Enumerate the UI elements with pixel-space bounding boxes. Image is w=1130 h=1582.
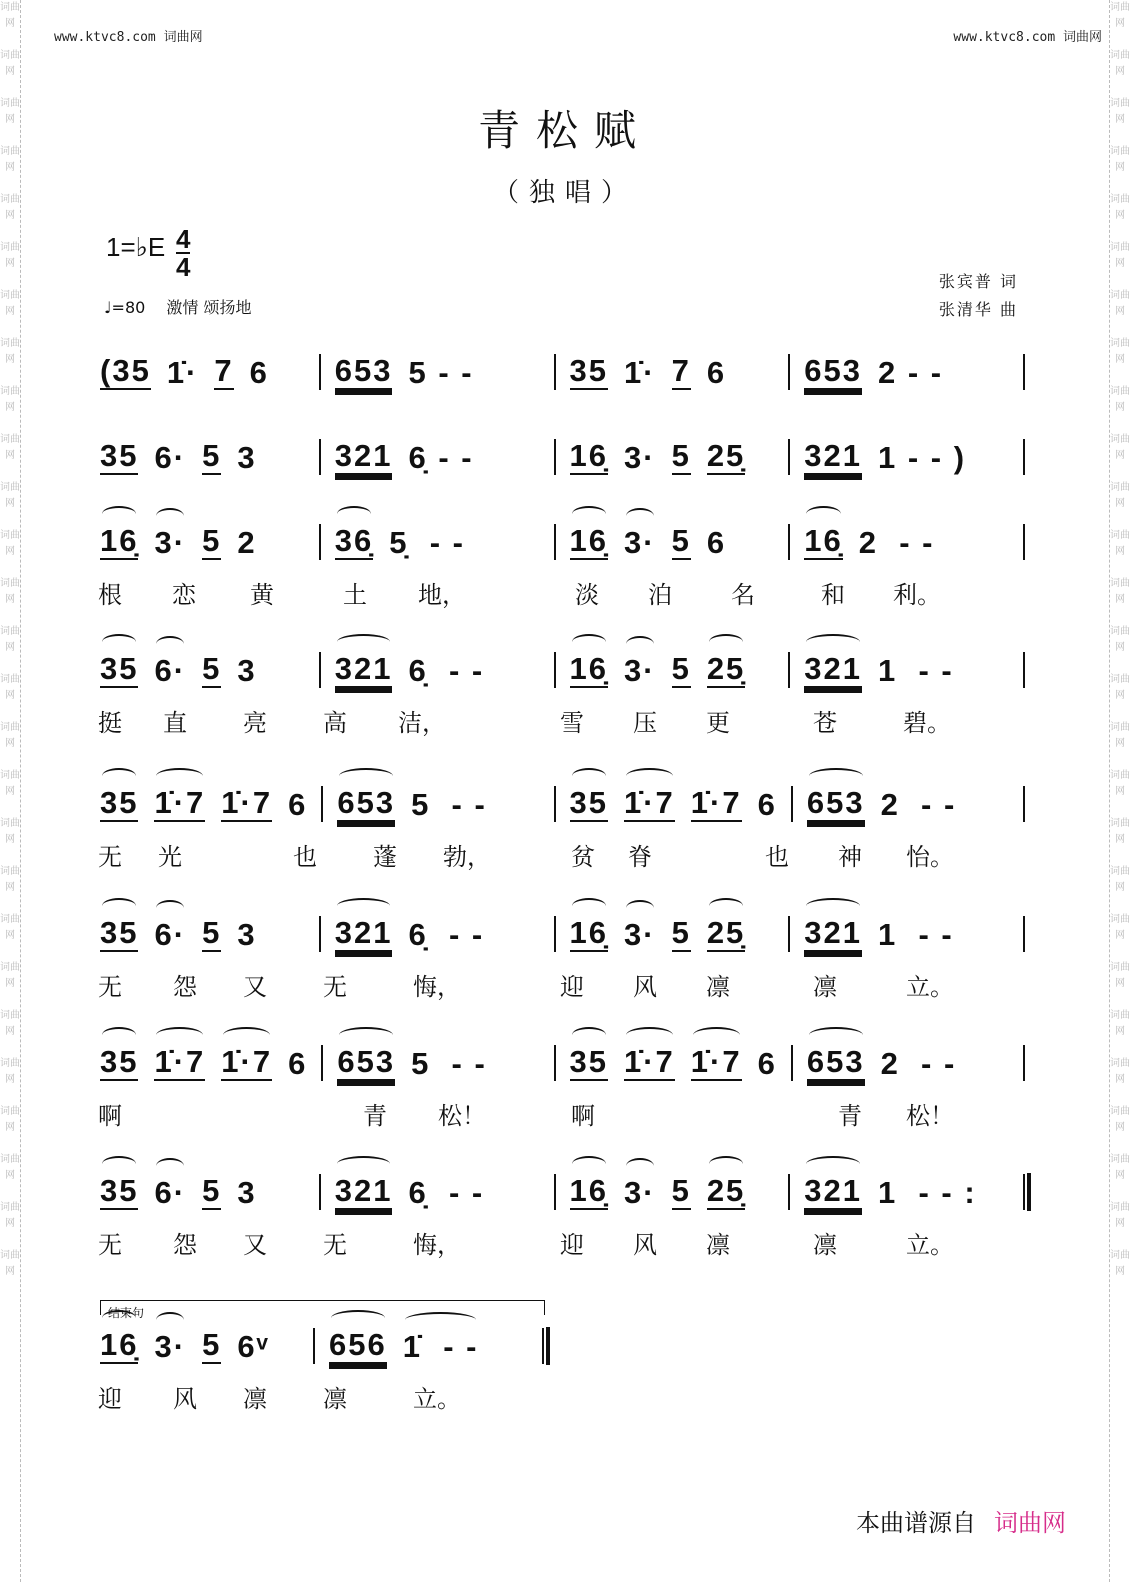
repeat-barline (1023, 1174, 1025, 1210)
note-group: 321 (804, 915, 862, 950)
lyric-syllable: 无 (323, 1231, 347, 1259)
note-group: 6 (249, 355, 269, 390)
measure (321, 916, 554, 952)
staff-row (100, 1170, 1025, 1210)
note-group: 3· (623, 525, 656, 560)
note-group: 321 (334, 915, 393, 950)
note-group: 2 - - (877, 355, 944, 390)
note-group: 5 (202, 651, 222, 686)
note-group: 321 (804, 651, 862, 686)
note-group: 1̇·7 (623, 1044, 675, 1079)
measure (556, 439, 789, 475)
lyric-syllable: 悔， (413, 1231, 461, 1259)
note-group: 35 (100, 785, 139, 820)
lyric-syllable: 迎 (560, 1231, 584, 1259)
note-group: 35 (569, 1044, 608, 1079)
ending-bracket (100, 1300, 545, 1315)
note-group: 1 - - ) (877, 440, 967, 475)
staff-row (100, 912, 1025, 952)
note-group: 653 (806, 1044, 865, 1079)
lyric-syllable: 也 (765, 843, 789, 871)
lyric-syllable: 无 (98, 1231, 122, 1259)
note-group: 321 (804, 438, 862, 473)
measure (790, 524, 1023, 560)
note-group: 25̣ (706, 915, 746, 950)
note-group: 6 (288, 1046, 308, 1081)
lyric-syllable: 无 (98, 843, 122, 871)
lyric-syllable: 凛 (323, 1385, 347, 1413)
measure (323, 786, 553, 822)
note-group: 3 (237, 440, 257, 475)
note-group: 7 (214, 353, 234, 388)
note-group: 35 (100, 1044, 139, 1079)
watermark-left: 词曲网 词曲网 词曲网 词曲网 词曲网 词曲网 词曲网 词曲网 词曲网 词曲网 词曲网 词曲网 词曲网 词曲网 词曲网 词曲网 词曲网 词曲网 词曲网 词曲网 词曲网 词曲网 词曲网 词曲网 词曲网 词曲网 词曲网 (0, 0, 21, 1582)
lyric-syllable: 迎 (98, 1385, 122, 1413)
lyric-syllable: 啊 (98, 1102, 122, 1130)
note-group: 5 (202, 1327, 222, 1362)
note-group: 3 (237, 653, 257, 688)
note-group: 35 (569, 785, 608, 820)
lyric-syllable: 凛 (813, 1231, 837, 1259)
measure (556, 354, 789, 390)
lyric-syllable: 淡 (575, 581, 599, 609)
lyric-syllable: 恋 (172, 581, 196, 609)
lyric-syllable: 苍 (813, 709, 837, 737)
note-group: 321 (334, 1173, 393, 1208)
lyric-syllable: 脊 (628, 843, 652, 871)
lyric-syllable: 青 (838, 1102, 862, 1130)
watermark-right: 词曲网 词曲网 词曲网 词曲网 词曲网 词曲网 词曲网 词曲网 词曲网 词曲网 词曲网 词曲网 词曲网 词曲网 词曲网 词曲网 词曲网 词曲网 词曲网 词曲网 词曲网 词曲网 词曲网 词曲网 词曲网 词曲网 词曲网 (1109, 0, 1130, 1582)
note-group: 3· (154, 1329, 187, 1364)
lyric-syllable: 神 (838, 843, 862, 871)
measure (100, 354, 319, 390)
note-group: 1̇·7 (221, 785, 273, 820)
note-group: 16̣ (804, 523, 843, 558)
note-group: 16̣ (569, 915, 608, 950)
note-group: 653 (334, 353, 393, 388)
key-signature: 1=♭E (106, 232, 166, 262)
note-group: 3 (237, 917, 257, 952)
note-group: 5̣ - - (389, 525, 465, 560)
lyric-syllable: 也 (293, 843, 317, 871)
note-group: 1 - - (877, 917, 954, 952)
staff-row (100, 1324, 550, 1364)
note-group: 2 (237, 525, 257, 560)
note-group: 5 (671, 523, 691, 558)
note-group: 6 (288, 787, 308, 822)
note-group: 3· (623, 653, 656, 688)
lyric-syllable: 高 (323, 709, 347, 737)
note-group: 1 - - (877, 653, 954, 688)
measure (556, 524, 789, 560)
measure (321, 439, 554, 475)
lyric-syllable: 风 (633, 973, 657, 1001)
measure (100, 916, 319, 952)
lyric-syllable: 风 (633, 1231, 657, 1259)
measure (100, 1328, 313, 1364)
measure (556, 1174, 789, 1210)
tempo-marking: ♩=80 激情 颂扬地 (104, 298, 252, 317)
note-group: 653 (337, 1044, 396, 1079)
credits (939, 268, 1018, 324)
note-group: 6̣ - - (408, 917, 485, 952)
time-signature (176, 226, 190, 280)
measure (790, 439, 1023, 475)
barline (1023, 916, 1025, 952)
note-group: 6ᵛ (237, 1329, 270, 1364)
song-title: 青松赋 (477, 106, 652, 155)
note-group: 5 (202, 915, 222, 950)
note-group: 6· (154, 440, 187, 475)
site-watermark-right[interactable]: www.ktvc8.com 词曲网 (953, 30, 1102, 45)
note-group: 6 (706, 355, 727, 390)
note-group: 3· (154, 525, 187, 560)
measure (790, 1174, 1023, 1210)
measure (100, 439, 319, 475)
measure (315, 1328, 542, 1364)
note-group: 16̣ (569, 651, 608, 686)
lyric-syllable: 怨 (173, 1231, 197, 1259)
note-group: 6· (154, 1175, 187, 1210)
source-prefix: 本曲谱源自 (856, 1509, 976, 1537)
measure (100, 1174, 319, 1210)
time-sig-bottom: 4 (176, 252, 191, 282)
barline (1023, 524, 1025, 560)
measure (556, 652, 789, 688)
note-group: 16̣ (569, 438, 608, 473)
note-group: 2 - - (880, 787, 957, 822)
note-group: 2 - - (880, 1046, 957, 1081)
note-group: 653 (804, 353, 862, 388)
measure (100, 652, 319, 688)
lyricist: 张宾普 词 (938, 272, 1018, 291)
lyric-syllable: 又 (243, 1231, 267, 1259)
note-group: 3 (237, 1175, 257, 1210)
note-group: 5 (671, 651, 691, 686)
measure (793, 1045, 1023, 1081)
lyric-syllable: 泊 (648, 581, 672, 609)
note-group: 25̣ (706, 651, 746, 686)
time-sig-top: 4 (176, 224, 191, 254)
measure (556, 916, 789, 952)
barline (1023, 1045, 1025, 1081)
measure (321, 1174, 554, 1210)
staff-row (100, 350, 1025, 390)
staff-row (100, 782, 1025, 822)
lyric-syllable: 和 (821, 581, 845, 609)
lyric-syllable: 立。 (906, 1231, 954, 1259)
lyric-syllable: 立。 (906, 973, 954, 1001)
note-group: (35 (100, 353, 151, 388)
measure (556, 786, 791, 822)
lyric-syllable: 碧。 (903, 709, 951, 737)
note-group: 1̇· (166, 355, 199, 390)
lyric-syllable: 洁， (398, 709, 446, 737)
note-group: 25̣ (706, 438, 746, 473)
staff-row (100, 520, 1025, 560)
lyric-syllable: 无 (98, 973, 122, 1001)
note-group: 5 - - (411, 1046, 487, 1081)
lyric-syllable: 又 (243, 973, 267, 1001)
barline (1023, 354, 1025, 390)
lyric-syllable: 更 (706, 709, 730, 737)
note-group: 1̇·7 (154, 785, 206, 820)
lyric-syllable: 迎 (560, 973, 584, 1001)
measure (790, 652, 1023, 688)
lyric-syllable: 立。 (413, 1385, 461, 1413)
measure (321, 652, 554, 688)
measure (100, 1045, 321, 1081)
note-group: 35 (100, 438, 139, 473)
note-group: 16̣ (569, 523, 608, 558)
ending-label: 结束句 (108, 1306, 145, 1320)
note-group: 1̇·7 (623, 785, 675, 820)
note-group: 6· (154, 917, 187, 952)
lyric-syllable: 怡。 (906, 843, 954, 871)
measure (790, 354, 1023, 390)
note-group: 5 (671, 438, 691, 473)
barline (1023, 439, 1025, 475)
note-group: 1̇· (623, 355, 656, 390)
lyric-syllable: 凛 (706, 973, 730, 1001)
source-brand-link[interactable]: 词曲网 (994, 1509, 1066, 1537)
measure (321, 524, 554, 560)
note-group: 16̣ (100, 523, 139, 558)
note-group: 653 (806, 785, 865, 820)
lyric-syllable: 啊 (571, 1102, 595, 1130)
lyric-syllable: 松！ (906, 1102, 954, 1130)
lyric-syllable: 光 (158, 843, 182, 871)
note-group: 6· (154, 653, 187, 688)
note-group: 321 (804, 1173, 862, 1208)
note-group: 656 (329, 1327, 387, 1362)
barline (1023, 786, 1025, 822)
composer: 张清华 曲 (938, 300, 1018, 319)
note-group: 5 (202, 438, 222, 473)
lyric-syllable: 凛 (813, 973, 837, 1001)
note-group: 3· (623, 440, 656, 475)
note-group: 6 (757, 1046, 777, 1081)
lyric-syllable: 青 (363, 1102, 387, 1130)
note-group: 6 (706, 525, 727, 560)
note-group: 3· (623, 1175, 656, 1210)
lyric-syllable: 松！ (438, 1102, 486, 1130)
note-group: 16̣ (569, 1173, 608, 1208)
lyric-syllable: 凛 (706, 1231, 730, 1259)
note-group: 1̇ - - (402, 1329, 479, 1364)
note-group: 1̇·7 (221, 1044, 273, 1079)
measure (321, 354, 554, 390)
lyric-syllable: 怨 (173, 973, 197, 1001)
note-group: 5 (671, 915, 691, 950)
note-group: 2 - - (858, 525, 935, 560)
note-group: 35 (569, 353, 608, 388)
lyric-syllable: 无 (323, 973, 347, 1001)
measure (100, 786, 321, 822)
staff-row (100, 648, 1025, 688)
note-group: 5 - - (411, 787, 487, 822)
note-group: 25̣ (706, 1173, 746, 1208)
note-group: 6̣ - - (408, 1175, 485, 1210)
note-group: 5 (202, 523, 222, 558)
lyric-syllable: 地， (418, 581, 466, 609)
note-group: 5 (202, 1173, 222, 1208)
lyric-syllable: 挺 (98, 709, 122, 737)
lyric-syllable: 风 (173, 1385, 197, 1413)
final-barline (542, 1328, 544, 1364)
measure (100, 524, 319, 560)
lyric-syllable: 土 (343, 581, 367, 609)
note-group: 35 (100, 1173, 139, 1208)
note-group: 7 (671, 353, 691, 388)
note-group: 6̣ - - (408, 440, 474, 475)
staff-row (100, 435, 1025, 475)
lyric-syllable: 直 (163, 709, 187, 737)
lyric-syllable: 蓬 (373, 843, 397, 871)
lyric-syllable: 压 (633, 709, 657, 737)
staff-row (100, 1041, 1025, 1081)
measure (793, 786, 1023, 822)
note-group: 35 (100, 915, 139, 950)
note-group: 321 (334, 438, 393, 473)
barline (1023, 652, 1025, 688)
note-group: 1̇·7 (690, 1044, 742, 1079)
note-group: 6̣ - - (408, 653, 485, 688)
lyric-syllable: 亮 (243, 709, 267, 737)
song-subtitle: （独唱） (492, 178, 637, 208)
note-group: 653 (337, 785, 396, 820)
note-group: 5 (671, 1173, 691, 1208)
measure (556, 1045, 791, 1081)
lyric-syllable: 凛 (243, 1385, 267, 1413)
note-group: 1̇·7 (690, 785, 742, 820)
lyric-syllable: 雪 (560, 709, 584, 737)
note-group: 6 (757, 787, 777, 822)
lyric-syllable: 名 (731, 581, 755, 609)
lyric-syllable: 勃， (443, 843, 491, 871)
source-credit (856, 1503, 1066, 1538)
note-group: 36̣ (334, 523, 374, 558)
lyric-syllable: 悔， (413, 973, 461, 1001)
note-group: 35 (100, 651, 139, 686)
lyric-syllable: 根 (98, 581, 122, 609)
lyric-syllable: 利。 (893, 581, 941, 609)
note-group: 321 (334, 651, 393, 686)
note-group: 16̣ (100, 1327, 139, 1362)
note-group: 5 - - (408, 355, 474, 390)
note-group: 3· (623, 917, 656, 952)
site-watermark-left[interactable]: www.ktvc8.com 词曲网 (54, 30, 203, 45)
lyric-syllable: 黄 (250, 581, 274, 609)
measure (790, 916, 1023, 952)
note-group: 1̇·7 (154, 1044, 206, 1079)
note-group: 1 - - : (877, 1175, 977, 1210)
lyric-syllable: 贫 (571, 843, 595, 871)
measure (323, 1045, 553, 1081)
